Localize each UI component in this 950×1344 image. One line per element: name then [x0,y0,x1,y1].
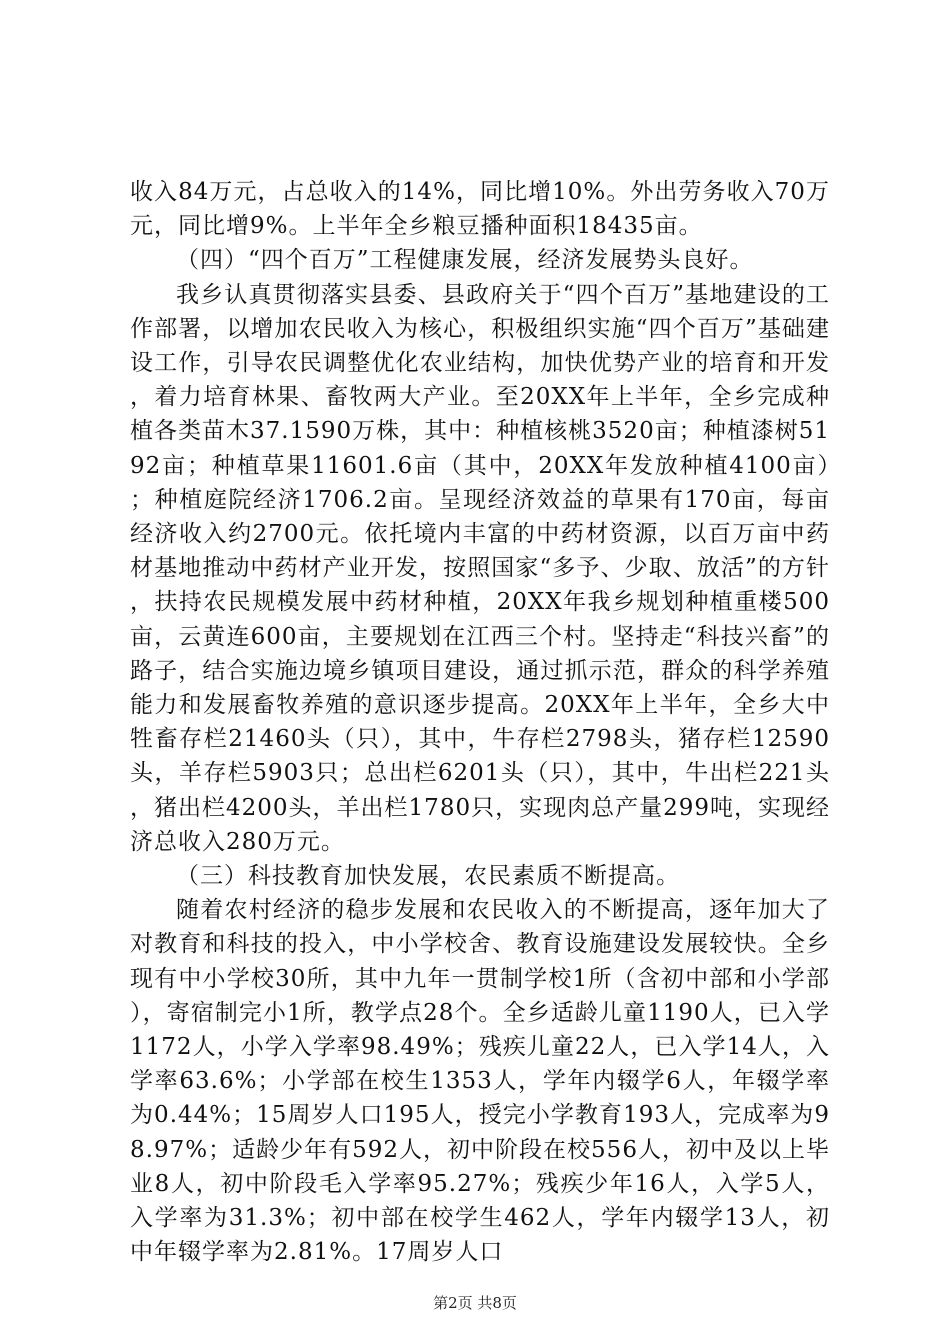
paragraph-education: 随着农村经济的稳步发展和农民收入的不断提高，逐年加大了对教育和科技的投入，中小学校舍、教育设施建设发展较快。全乡现有中小学校30所，其中九年一贯制学校1所（含初中部和小学部），寄宿制完小1所，教学点28个。全乡适龄儿童1190人，已入学1172人，小学入学率98.49%；残疾儿童22人，已入学14人，入学率63.6%；小学部在校生1353人，学年内辍学6人，年辍学率为0.44%；15周岁人口195人，授完小学教育193人，完成率为98.97%；适龄少年有592人，初中阶段在校556人，初中及以上毕业8人，初中阶段毛入学率95.27%；残疾少年16人，入学5人，入学率为31.3%；初中部在校学生462人，学年内辍学13人，初中年辍学率为2.81%。17周岁人口 [130,897,830,1266]
document-body [130,175,830,1270]
section-heading-education: （三）科技教育加快发展，农民素质不断提高。 [176,863,680,890]
section-heading-four-millions: （四）“四个百万”工程健康发展，经济发展势头良好。 [176,247,754,274]
paragraph-income-continued: 收入84万元，占总收入的14%，同比增10%。外出劳务收入70万元，同比增9%。上半年全乡粮豆播种面积18435亩。 [130,179,830,240]
page-number-footer: 第2页 共8页 [433,1294,517,1312]
paragraph-four-millions-project: 我乡认真贯彻落实县委、县政府关于“四个百万”基地建设的工作部署，以增加农民收入为核心，积极组织实施“四个百万”基础建设工作，引导农民调整优化农业结构，加快优势产业的培育和开发，着力培育林果、畜牧两大产业。至20XX年上半年，全乡完成种植各类苗木37.1590万株，其中：种植核桃3520亩；种植漆树5192亩；种植草果11601.6亩（其中，20XX年发放种植4100亩）；种植庭院经济1706.2亩。呈现经济效益的草果有170亩，每亩经济收入约2700元。依托境内丰富的中药材资源，以百万亩中药材基地推动中药材产业开发，按照国家“多予、少取、放活”的方针，扶持农民规模发展中药材种植，20XX年我乡规划种植重楼500亩，云黄连600亩，主要规划在江西三个村。坚持走“科技兴畜”的路子，结合实施边境乡镇项目建设，通过抓示范，群众的科学养殖能力和发展畜牧养殖的意识逐步提高。20XX年上半年，全乡大中牲畜存栏21460头（只），其中，牛存栏2798头，猪存栏12590头，羊存栏5903只；总出栏6201头（只），其中，牛出栏221头，猪出栏4200头，羊出栏1780只，实现肉总产量299吨，实现经济总收入280万元。 [130,281,830,855]
